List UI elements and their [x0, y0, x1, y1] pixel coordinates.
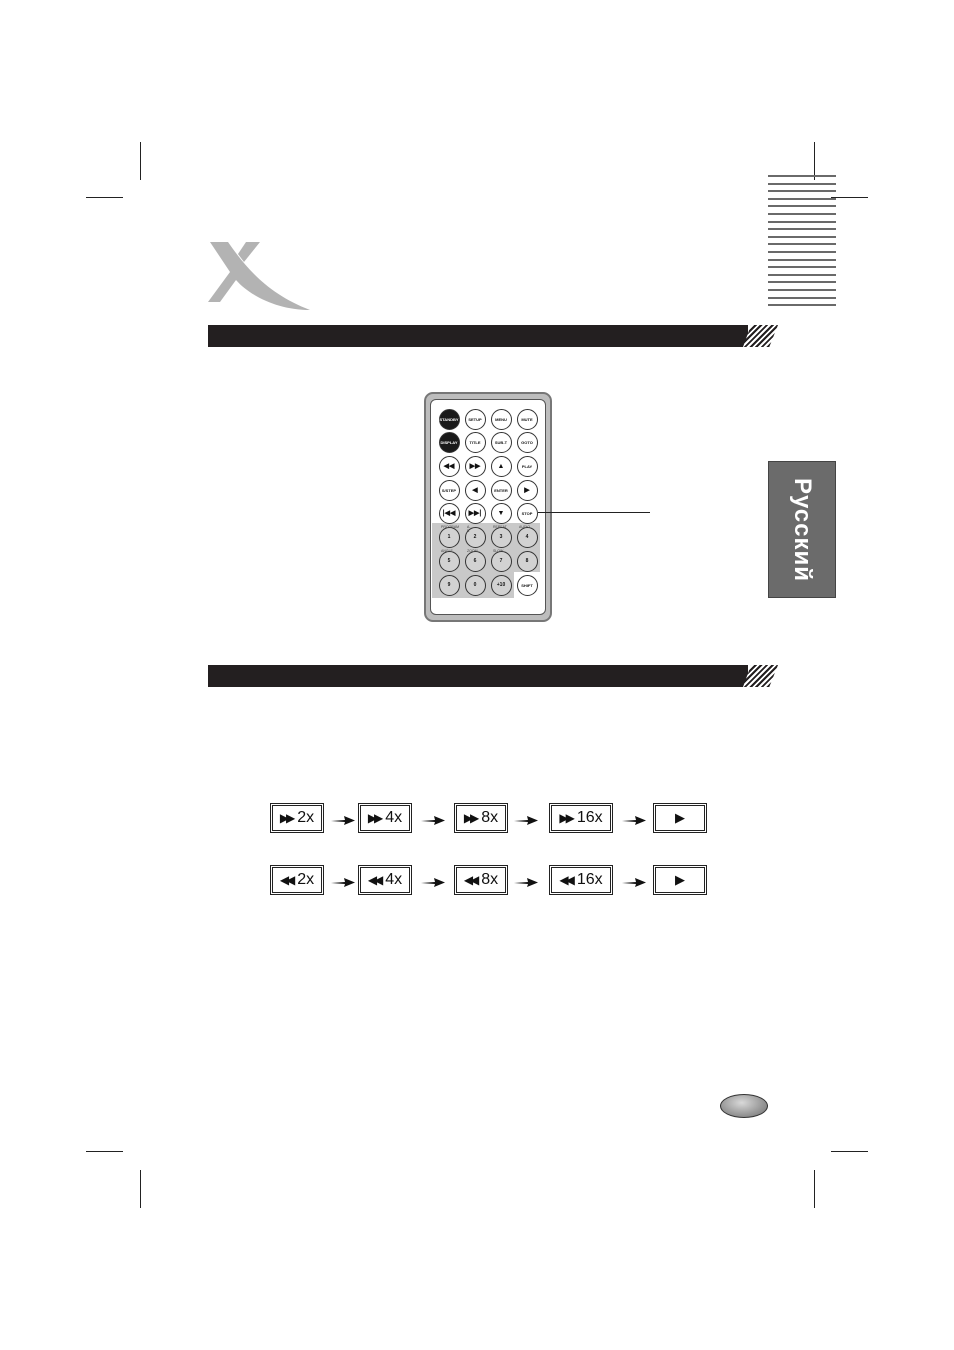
- stripe-line: [768, 251, 836, 253]
- remote-button-setup: SETUP: [465, 409, 486, 430]
- play-icon: ▶: [675, 810, 685, 825]
- remote-button-2: 2: [465, 527, 486, 548]
- speed-label: 16x: [576, 871, 603, 888]
- decorative-stripes: [768, 175, 836, 312]
- stripe-line: [768, 243, 836, 245]
- flow-arrow-icon: [331, 814, 355, 826]
- remote-button-nav: ▶: [517, 480, 538, 501]
- speed-label: 8x: [481, 809, 499, 826]
- remote-button-nav: |◀◀: [439, 503, 460, 524]
- remote-button-3: 3: [491, 527, 512, 548]
- remote-button-0: 0: [465, 575, 486, 596]
- remote-button-standby: STANDBY: [439, 409, 460, 430]
- reverse-normal-play-box: [655, 867, 705, 893]
- remote-button-goto: GOTO: [517, 432, 538, 453]
- stripe-line: [768, 281, 836, 283]
- flow-arrow-icon: [421, 814, 445, 826]
- remote-button-4: 4: [517, 527, 538, 548]
- crop-mark: [140, 142, 141, 180]
- remote-button-nav: ▶▶: [465, 456, 486, 477]
- speed-label: 2x: [297, 871, 315, 888]
- remote-secondary-label: A-B: [467, 525, 471, 533]
- remote-button-sstep: S/STEP: [439, 480, 460, 501]
- remote-button-enter: ENTER: [491, 480, 512, 501]
- remote-button-8: 8: [517, 551, 538, 572]
- forward-speed-box-16x: [551, 805, 611, 831]
- crop-mark: [831, 1151, 868, 1152]
- stripe-line: [768, 259, 836, 261]
- flow-arrow-icon: [514, 814, 538, 826]
- remote-button-nav: ◀◀: [439, 456, 460, 477]
- remote-button-1: 1: [439, 527, 460, 548]
- forward-speed-box-2x: [272, 805, 322, 831]
- fast-forward-icon: ▶▶: [279, 811, 293, 825]
- remote-secondary-label: ANGLE: [441, 549, 453, 553]
- reverse-speed-box-4x: [360, 867, 410, 893]
- section-header-bar: [208, 665, 770, 687]
- remote-button-nav: ▶▶|: [465, 503, 486, 524]
- speed-label: 2x: [297, 809, 315, 826]
- stripe-line: [768, 205, 836, 207]
- remote-secondary-label: REPEAT: [493, 525, 507, 529]
- reverse-speed-box-2x: [272, 867, 322, 893]
- stripe-line: [768, 213, 836, 215]
- stripe-line: [768, 236, 836, 238]
- flow-arrow-icon: [622, 814, 646, 826]
- stripe-line: [768, 289, 836, 291]
- page-number-badge: [720, 1094, 768, 1118]
- remote-button-6: 6: [465, 551, 486, 572]
- forward-speed-box-4x: [360, 805, 410, 831]
- crop-mark: [140, 1170, 141, 1208]
- stripe-line: [768, 175, 836, 177]
- fast-forward-icon: ▶▶: [463, 811, 477, 825]
- remote-secondary-label: AUDIO: [519, 525, 531, 529]
- flow-arrow-icon: [331, 876, 355, 888]
- stripe-line: [768, 297, 836, 299]
- language-tab: [768, 461, 836, 598]
- remote-secondary-label: PROGRAM: [441, 525, 460, 529]
- reverse-speed-box-8x: [456, 867, 506, 893]
- crop-mark: [831, 197, 868, 198]
- stripe-line: [768, 221, 836, 223]
- remote-button-subt: SUB-T: [491, 432, 512, 453]
- rewind-icon: ◀◀: [279, 873, 293, 887]
- speed-label: 16x: [576, 809, 603, 826]
- crop-mark: [86, 197, 123, 198]
- remote-button-5: 5: [439, 551, 460, 572]
- remote-secondary-label: SLOW: [493, 549, 504, 553]
- rewind-icon: ◀◀: [463, 873, 477, 887]
- fast-forward-icon: ▶▶: [559, 811, 572, 825]
- stripe-line: [768, 228, 836, 230]
- reverse-speed-box-16x: [551, 867, 611, 893]
- crop-mark: [814, 1170, 815, 1208]
- section-header-bar: [208, 325, 770, 347]
- stripe-line: [768, 274, 836, 276]
- play-icon: ▶: [675, 872, 685, 887]
- flow-arrow-icon: [514, 876, 538, 888]
- brand-logo: [206, 238, 314, 314]
- crop-mark: [86, 1151, 123, 1152]
- fast-forward-icon: ▶▶: [367, 811, 381, 825]
- stop-button-callout-line: [538, 512, 650, 513]
- remote-button-nav: ▲: [491, 456, 512, 477]
- forward-normal-play-box: [655, 805, 705, 831]
- remote-button-nav: ◀: [465, 480, 486, 501]
- flow-arrow-icon: [421, 876, 445, 888]
- remote-button-play: PLAY: [517, 456, 538, 477]
- remote-secondary-label: ZOOM: [467, 549, 478, 553]
- remote-button-7: 7: [491, 551, 512, 572]
- flow-arrow-icon: [622, 876, 646, 888]
- speed-label: 8x: [481, 871, 499, 888]
- remote-button-display: DISPLAY: [439, 432, 460, 453]
- stripe-line: [768, 266, 836, 268]
- stripe-line: [768, 190, 836, 192]
- stripe-line: [768, 183, 836, 185]
- remote-button-mute: MUTE: [517, 409, 538, 430]
- speed-label: 4x: [385, 871, 403, 888]
- remote-button-+10: +10: [491, 575, 512, 596]
- speed-label: 4x: [385, 809, 403, 826]
- language-tab-label: Русский: [789, 477, 816, 582]
- forward-speed-box-8x: [456, 805, 506, 831]
- stripe-line: [768, 304, 836, 306]
- remote-button-menu: MENU: [491, 409, 512, 430]
- remote-button-shift: SHIFT: [517, 575, 538, 596]
- rewind-icon: ◀◀: [367, 873, 381, 887]
- remote-button-nav: ▼: [491, 503, 512, 524]
- remote-button-title: TITLE: [465, 432, 486, 453]
- remote-button-stop: STOP: [517, 503, 538, 524]
- stripe-line: [768, 198, 836, 200]
- remote-button-9: 9: [439, 575, 460, 596]
- rewind-icon: ◀◀: [559, 873, 572, 887]
